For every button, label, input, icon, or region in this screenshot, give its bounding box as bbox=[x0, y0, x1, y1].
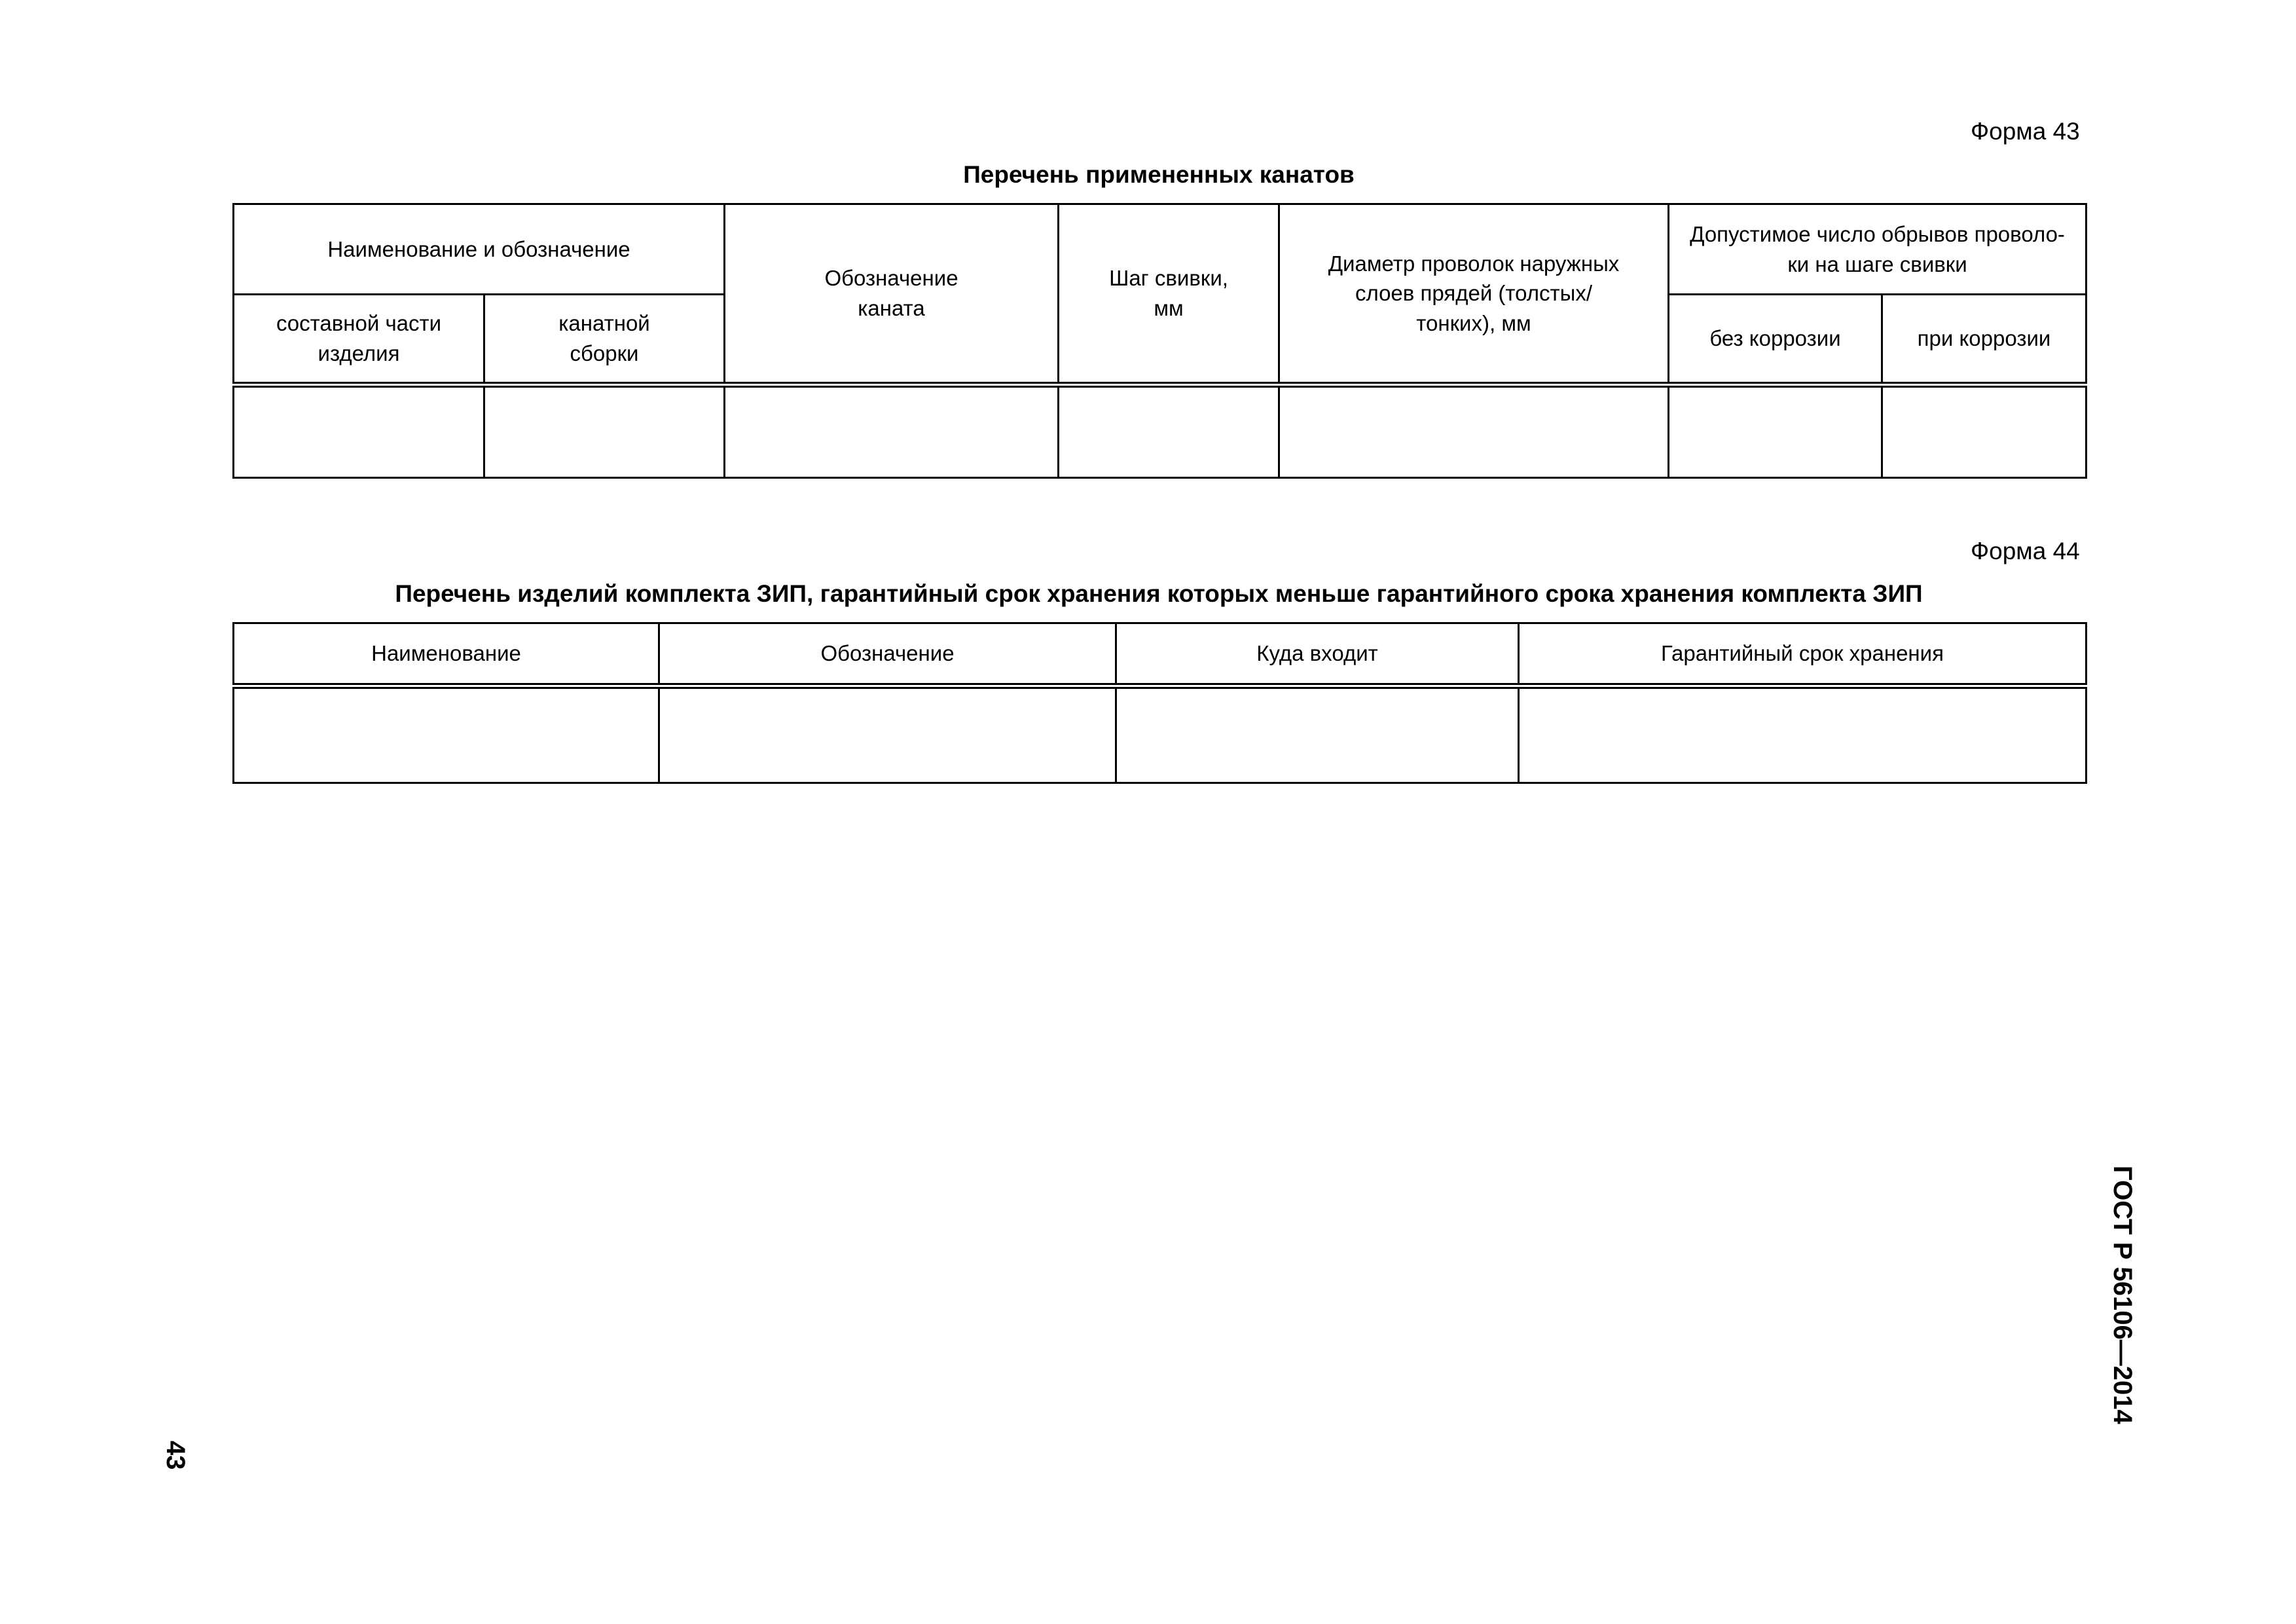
table-cell bbox=[234, 686, 659, 783]
header-rope-designation: Обозначение каната bbox=[725, 204, 1059, 385]
header-storage-period: Гарантийный срок хранения bbox=[1519, 623, 2086, 686]
table-cell bbox=[1519, 686, 2086, 783]
header-rope-assembly: канатной сборки bbox=[484, 295, 725, 385]
table-cell bbox=[1116, 686, 1519, 783]
header-where-used: Куда входит bbox=[1116, 623, 1519, 686]
table-row bbox=[234, 686, 2086, 783]
form-44-title: Перечень изделий комплекта ЗИП, гарантийный срок хранения которых меньше гарантийного срока хранения комплекта ЗИП bbox=[395, 580, 1923, 607]
table-cell bbox=[234, 385, 484, 478]
table-row bbox=[234, 385, 2086, 478]
header-with-corrosion: при коррозии bbox=[1882, 295, 2086, 385]
header-allowed-breaks: Допустимое число обрывов проволо-ки на шаге свивки bbox=[1669, 204, 2086, 295]
header-lay-pitch: Шаг свивки, мм bbox=[1059, 204, 1279, 385]
form-43-title: Перечень примененных канатов bbox=[963, 161, 1355, 188]
header-component: составной части изделия bbox=[234, 295, 484, 385]
form-43-label: Форма 43 bbox=[1971, 118, 2080, 145]
form-43-table bbox=[232, 203, 2087, 479]
form-44-label: Форма 44 bbox=[1971, 538, 2080, 564]
header-name-and-designation: Наименование и обозначение bbox=[234, 204, 725, 295]
table-cell bbox=[659, 686, 1116, 783]
header-no-corrosion: без коррозии bbox=[1669, 295, 1882, 385]
header-designation: Обозначение bbox=[659, 623, 1116, 686]
table-cell bbox=[484, 385, 725, 478]
table-cell bbox=[1669, 385, 1882, 478]
table-cell bbox=[1882, 385, 2086, 478]
table-cell bbox=[1279, 385, 1669, 478]
standard-code: ГОСТ Р 56106—2014 bbox=[2108, 1166, 2137, 1424]
header-name: Наименование bbox=[234, 623, 659, 686]
page-number: 43 bbox=[161, 1441, 190, 1470]
header-wire-diameter: Диаметр проволок наружных слоев прядей (толстых/тонких), мм bbox=[1279, 204, 1669, 385]
table-cell bbox=[1059, 385, 1279, 478]
table-cell bbox=[725, 385, 1059, 478]
form-44-table bbox=[232, 622, 2087, 784]
